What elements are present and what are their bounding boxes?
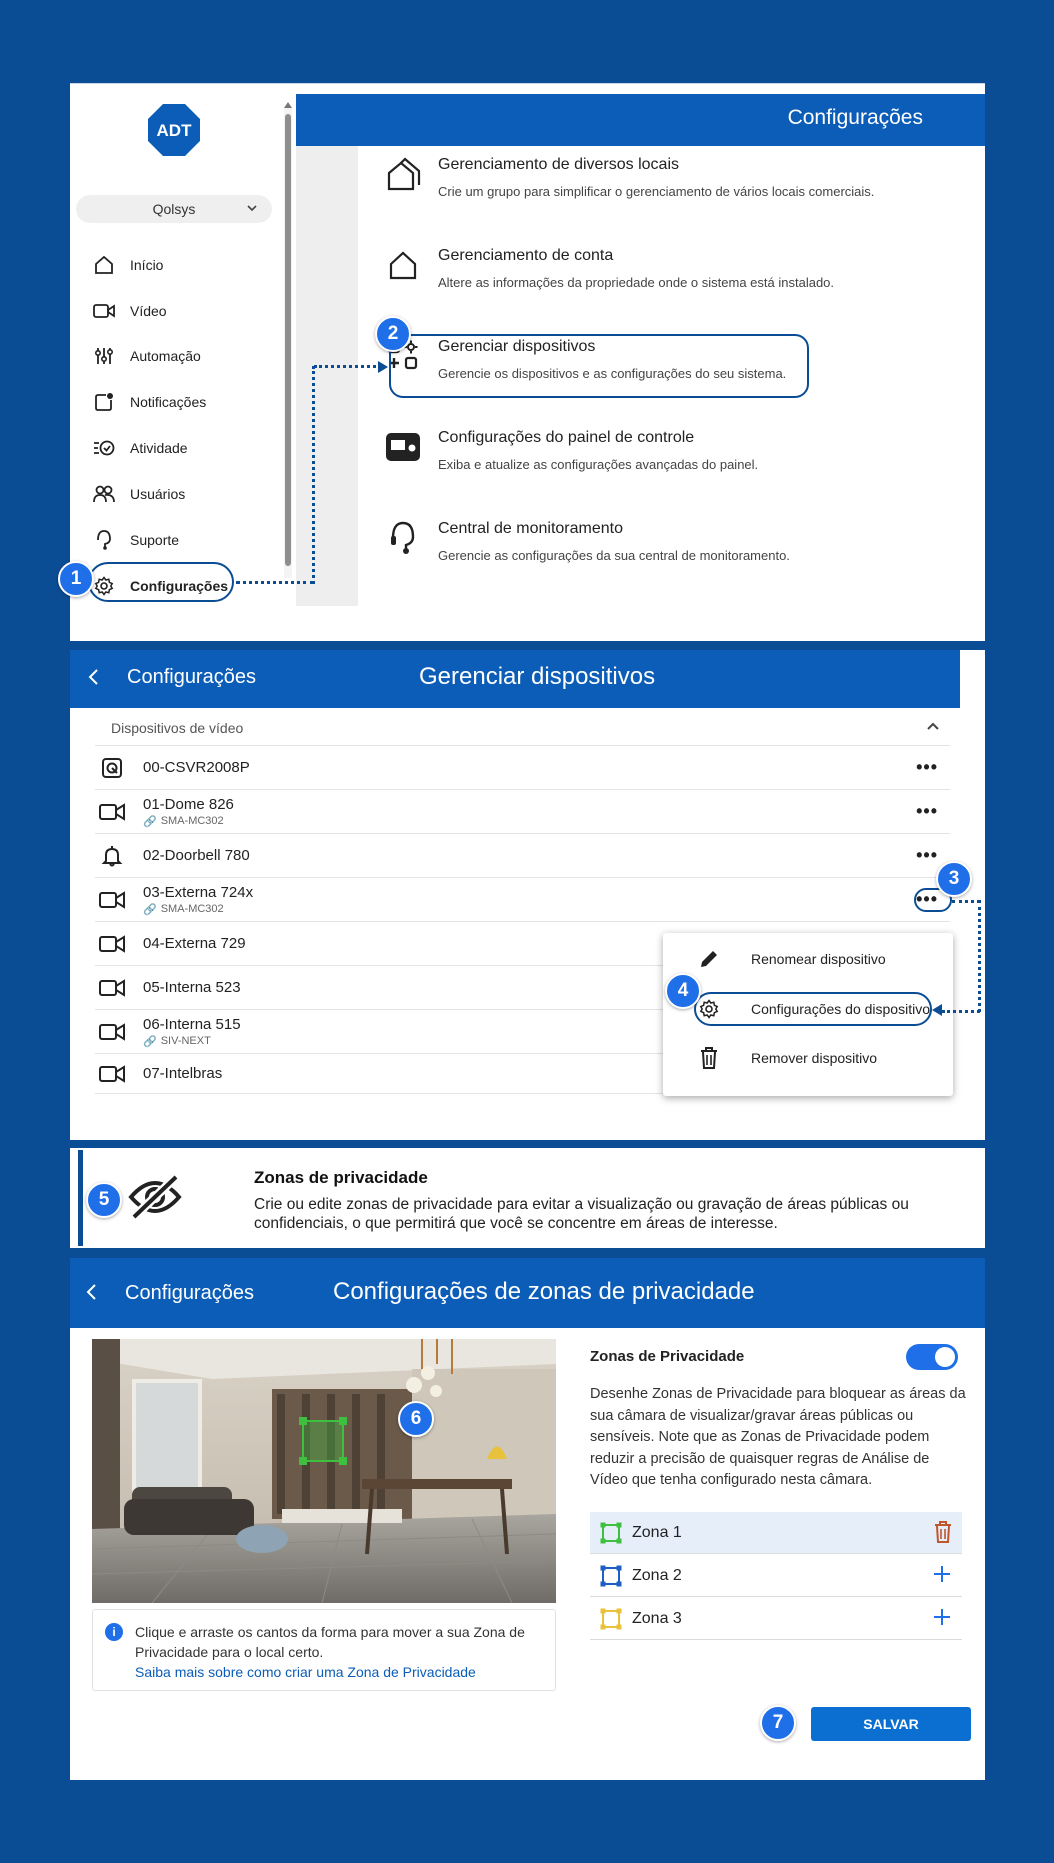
highlight-gerenciar-dispositivos: [389, 334, 809, 398]
card-accent: [78, 1150, 83, 1246]
setting-title: Configurações do painel de controle: [438, 429, 695, 446]
device-name: 03-Externa 724x: [143, 883, 254, 901]
step-badge-1: 1: [58, 561, 94, 597]
chevron-left-icon[interactable]: [84, 1282, 98, 1307]
zone-handle[interactable]: [339, 1417, 347, 1425]
device-row[interactable]: [95, 878, 950, 922]
section-header[interactable]: [95, 708, 950, 746]
devices-header: [70, 650, 960, 708]
multi-location-icon: [378, 152, 428, 196]
info-box: [92, 1609, 556, 1691]
video-camera-icon: [92, 299, 116, 323]
zone-shape-icon: [600, 1522, 622, 1544]
setting-desc: Gerencie as configurações da sua central de monitoramento.: [438, 548, 790, 563]
zone-row-1[interactable]: [590, 1512, 962, 1554]
device-row[interactable]: [95, 790, 950, 834]
account-selector[interactable]: [76, 195, 272, 223]
connector: [312, 366, 315, 584]
device-sub: [143, 1035, 241, 1048]
zone-label: Zona 2: [632, 1566, 682, 1584]
nav-video[interactable]: [92, 299, 167, 323]
highlight-configuracoes: [88, 562, 234, 602]
toggle-knob: [935, 1347, 955, 1367]
setting-control-panel[interactable]: [378, 425, 758, 472]
setting-desc: Gerencie os dispositivos e as configurações do seu sistema.: [438, 366, 787, 381]
device-model: SIV-NEXT: [160, 1035, 211, 1047]
setting-desc: Crie um grupo para simplificar o gerenciamento de vários locais comerciais.: [438, 184, 875, 199]
more-options-icon[interactable]: •••: [916, 845, 938, 865]
save-label: SALVAR: [863, 1716, 919, 1732]
chevron-down-icon: [246, 201, 258, 217]
video-camera-icon: [95, 891, 129, 909]
adt-logo: [146, 102, 202, 158]
zone-row-3[interactable]: [590, 1598, 962, 1640]
page-title: Gerenciar dispositivos: [419, 663, 656, 690]
device-sub: [143, 815, 234, 828]
chevron-up-icon[interactable]: [926, 719, 940, 737]
video-camera-icon: [95, 979, 129, 997]
connector: [978, 900, 981, 1012]
plus-icon[interactable]: [932, 1564, 952, 1584]
users-icon: [92, 482, 116, 506]
zone-handle[interactable]: [299, 1457, 307, 1465]
setting-desc: Altere as informações da propriedade onde o sistema está instalado.: [438, 275, 835, 290]
device-row[interactable]: [95, 746, 950, 790]
more-options-icon[interactable]: •••: [916, 801, 938, 821]
video-camera-icon: [95, 1023, 129, 1041]
step-badge-3: 3: [936, 861, 972, 897]
device-name: 06-Interna 515: [143, 1015, 241, 1033]
more-options-icon[interactable]: •••: [916, 757, 938, 777]
setting-title: Gerenciamento de diversos locais: [438, 156, 680, 173]
info-icon: i: [105, 1623, 123, 1641]
video-camera-icon: [95, 1065, 129, 1083]
learn-more-link[interactable]: Saiba mais sobre como criar uma Zona de Privacidade: [135, 1664, 476, 1680]
video-camera-icon: [95, 803, 129, 821]
zone-label: Zona 1: [632, 1523, 682, 1541]
arrow-icon: [378, 361, 388, 373]
device-name: 07-Intelbras: [143, 1065, 223, 1082]
zone-handle[interactable]: [339, 1457, 347, 1465]
zone-shape-icon: [600, 1565, 622, 1587]
scrollbar-thumb[interactable]: [285, 114, 291, 566]
step-badge-6: 6: [398, 1401, 434, 1437]
menu-label: Remover dispositivo: [751, 1050, 878, 1066]
page-title: Configurações de zonas de privacidade: [333, 1278, 755, 1305]
highlight-device-settings: [694, 992, 932, 1026]
svg-text:ADT: ADT: [156, 121, 192, 140]
scroll-up-icon[interactable]: [284, 102, 292, 108]
headset-icon: [378, 516, 428, 560]
setting-title: Gerenciamento de conta: [438, 247, 614, 264]
setting-monitoring[interactable]: [378, 516, 790, 563]
privacy-toggle[interactable]: [906, 1344, 958, 1370]
video-camera-icon: [95, 935, 129, 953]
nav-label: Configurações: [130, 578, 229, 594]
section-title: Dispositivos de vídeo: [111, 720, 244, 736]
trash-icon[interactable]: [934, 1521, 952, 1543]
sidebar: [70, 94, 296, 606]
gutter: [296, 146, 358, 606]
link-icon: 🔗: [143, 815, 157, 828]
zone-shape-icon: [600, 1608, 622, 1630]
sidebar-scrollbar[interactable]: [284, 108, 292, 578]
step-badge-5: 5: [86, 1182, 122, 1218]
device-model: SMA-MC302: [160, 903, 224, 915]
step-badge-4: 4: [665, 973, 701, 1009]
menu-label: Configurações do dispositivo: [751, 1001, 930, 1017]
plus-icon[interactable]: [932, 1607, 952, 1627]
connector: [236, 581, 314, 584]
home-icon: [92, 253, 116, 277]
save-button[interactable]: [811, 1707, 971, 1741]
arrow-icon: [932, 1004, 942, 1016]
sliders-icon: [92, 344, 116, 368]
chevron-left-icon[interactable]: [86, 667, 100, 692]
toggle-label: Zonas de Privacidade: [590, 1348, 745, 1365]
nav-label: Início: [130, 257, 164, 273]
camera-preview[interactable]: [92, 1339, 556, 1603]
header-title: Configurações: [787, 106, 923, 129]
activity-icon: [92, 436, 116, 460]
notification-icon: [92, 390, 116, 414]
nav-inicio[interactable]: [92, 253, 163, 277]
panel-icon: [378, 425, 428, 469]
connector: [952, 900, 980, 903]
device-name: 05-Interna 523: [143, 979, 241, 996]
device-name: 00-CSVR2008P: [143, 759, 250, 776]
info-text: Clique e arraste os cantos da forma para mover a sua Zona de Privacidade para o local certo.: [135, 1624, 525, 1660]
link-icon: 🔗: [143, 903, 157, 916]
setting-desc: Exiba e atualize as configurações avançadas do painel.: [438, 457, 759, 472]
nav-notificacoes[interactable]: [92, 390, 206, 414]
zone-handle[interactable]: [299, 1417, 307, 1425]
card-title: Zonas de privacidade: [254, 1168, 428, 1187]
device-sub: [143, 903, 253, 916]
zone-row-2[interactable]: [590, 1555, 962, 1597]
menu-label: Renomear dispositivo: [751, 951, 886, 967]
device-row[interactable]: [95, 834, 950, 878]
setting-account[interactable]: [378, 243, 834, 290]
menu-rename[interactable]: [697, 949, 886, 969]
menu-remove[interactable]: [697, 1047, 877, 1069]
nav-label: Automação: [130, 348, 201, 364]
back-label[interactable]: Configurações: [125, 1282, 254, 1304]
nav-label: Usuários: [130, 486, 186, 502]
recorder-icon: [95, 757, 129, 779]
headset-icon: [92, 528, 116, 552]
privacy-header: [70, 1258, 985, 1328]
pencil-icon: [697, 949, 721, 969]
device-name: 04-Externa 729: [143, 935, 246, 952]
nav-automacao[interactable]: [92, 344, 201, 368]
nav-label: Atividade: [130, 440, 188, 456]
nav-atividade[interactable]: [92, 436, 188, 460]
setting-title: Gerenciar dispositivos: [438, 338, 596, 355]
house-icon: [378, 243, 428, 287]
card-desc: Crie ou edite zonas de privacidade para evitar a visualização ou gravação de áreas públicas ou confidenciais, o que permitirá que você se concentre em áreas de interesse.: [254, 1196, 909, 1232]
more-options-icon[interactable]: •••: [916, 889, 938, 909]
device-name: 01-Dome 826: [143, 795, 234, 813]
link-icon: 🔗: [143, 1035, 157, 1048]
privacy-zone-box[interactable]: [302, 1420, 344, 1462]
device-model: SMA-MC302: [160, 815, 224, 827]
settings-header: [296, 94, 985, 146]
account-name: Qolsys: [152, 201, 196, 217]
setting-multi-location[interactable]: [378, 152, 874, 199]
connector: [314, 365, 376, 368]
connector: [942, 1010, 980, 1013]
nav-label: Notificações: [130, 394, 207, 410]
back-label[interactable]: Configurações: [127, 666, 256, 688]
bell-icon: [95, 845, 129, 867]
trash-icon: [697, 1047, 721, 1069]
nav-suporte[interactable]: [92, 528, 179, 552]
device-name: 02-Doorbell 780: [143, 847, 250, 864]
setting-title: Central de monitoramento: [438, 520, 623, 537]
eye-off-icon: [128, 1173, 182, 1226]
zone-label: Zona 3: [632, 1609, 682, 1627]
zones-description: Desenhe Zonas de Privacidade para bloquear as áreas da sua câmara de visualizar/gravar áreas públicas ou sensíveis. Note que as Zonas de Privacidade podem reduzir a precisão de quaisquer regras de Análise de Vídeo que tenha configurado nesta câmara.: [590, 1386, 966, 1488]
step-badge-2: 2: [375, 316, 411, 352]
nav-label: Suporte: [130, 532, 180, 548]
divider: [70, 83, 985, 84]
nav-label: Vídeo: [130, 303, 167, 319]
nav-usuarios[interactable]: [92, 482, 185, 506]
step-badge-7: 7: [760, 1705, 796, 1741]
